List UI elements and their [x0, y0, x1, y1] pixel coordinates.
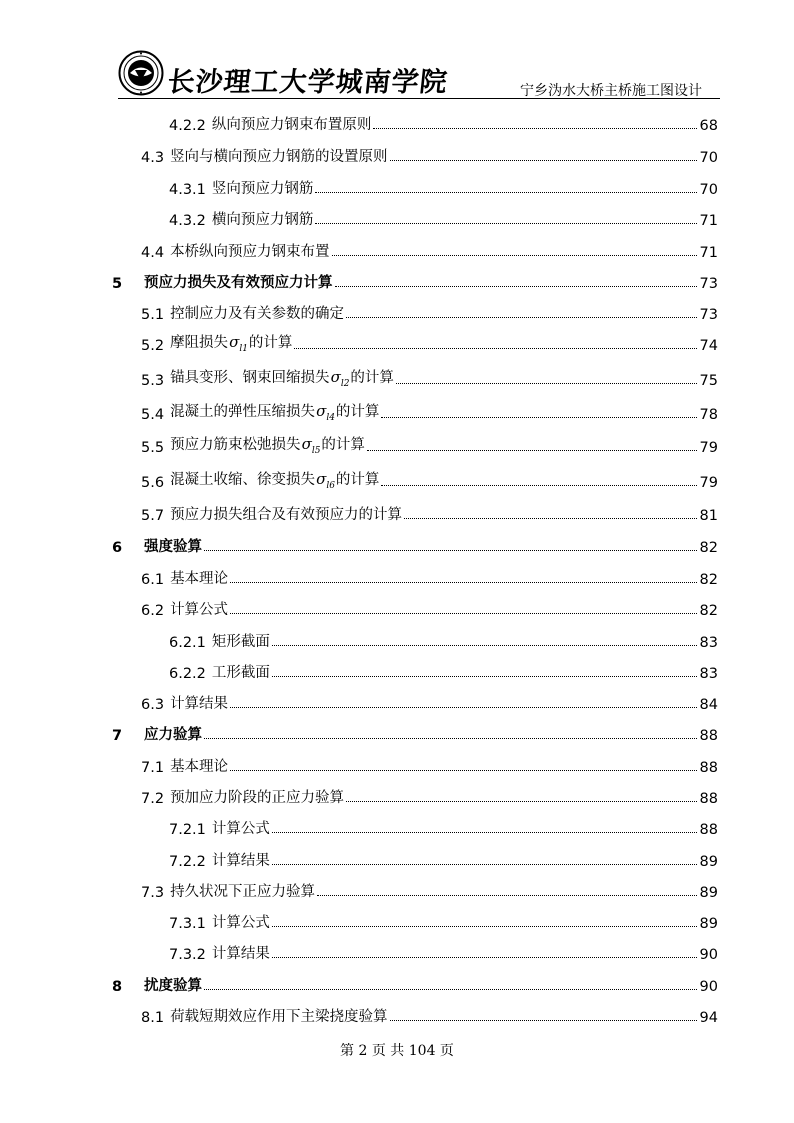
dot-leader — [230, 613, 696, 614]
stress-loss-symbol: $\sigma_{l5}$ — [301, 435, 321, 456]
dot-leader — [315, 223, 696, 224]
toc-entry[interactable] — [112, 937, 718, 963]
toc-entry-title: 纵向预应力钢束布置原则 — [211, 117, 372, 133]
dot-leader — [373, 128, 696, 129]
toc-entry-title: 荷载短期效应作用下主梁挠度验算 — [170, 1009, 388, 1025]
toc-entry-number: 8 — [112, 979, 123, 995]
stress-loss-symbol: $\sigma_{l4}$ — [316, 402, 335, 423]
toc-entry[interactable] — [112, 875, 718, 901]
toc-entry[interactable] — [112, 172, 718, 198]
toc-entry[interactable] — [112, 266, 718, 292]
dot-leader — [204, 738, 697, 739]
toc-entry-title: 竖向与横向预应力钢筋的设置原则 — [170, 149, 388, 165]
toc-entry-page: 94 — [699, 1010, 718, 1026]
toc-entry-title: 横向预应力钢筋 — [211, 212, 314, 228]
dot-leader — [272, 645, 697, 646]
dot-leader — [390, 1020, 697, 1021]
toc-entry-page: 81 — [699, 508, 718, 524]
dot-leader — [367, 450, 697, 451]
toc-entry-number: 7.3 — [141, 885, 165, 901]
toc-entry[interactable] — [112, 297, 718, 323]
toc-entry-number: 5.2 — [141, 338, 165, 354]
dot-leader — [204, 989, 697, 990]
toc-entry-title: 预应力损失组合及有效预应力的计算 — [170, 507, 403, 523]
toc-entry-page: 75 — [699, 373, 718, 389]
toc-entry-title: 摩阻损失$\sigma_{l1}$的计算 — [170, 333, 293, 354]
toc-entry-page: 88 — [699, 728, 718, 744]
toc-entry[interactable] — [112, 363, 718, 389]
stress-loss-symbol: $\sigma_{l2}$ — [330, 368, 350, 389]
toc-entry-title: 预应力筋束松弛损失$\sigma_{l5}$的计算 — [170, 435, 365, 456]
toc-entry-number: 5.7 — [141, 508, 165, 524]
dot-leader — [230, 582, 696, 583]
dot-leader — [272, 832, 697, 833]
toc-entry-title: 基本理论 — [170, 759, 229, 775]
toc-entry-title: 混凝土收缩、徐变损失$\sigma_{l6}$的计算 — [170, 470, 380, 491]
toc-entry-number: 4.3.2 — [169, 213, 206, 229]
dot-leader — [272, 864, 697, 865]
toc-entry-number: 7.1 — [141, 760, 165, 776]
toc-entry-page: 88 — [699, 760, 718, 776]
page-header — [118, 46, 720, 100]
school-emblem-logo — [118, 50, 164, 96]
toc-entry-number: 4.4 — [141, 245, 165, 261]
dot-leader — [272, 926, 697, 927]
dot-leader — [230, 707, 696, 708]
toc-entry-number: 7.3.2 — [169, 947, 206, 963]
toc-entry-page: 90 — [699, 979, 718, 995]
toc-entry-page: 71 — [699, 245, 718, 261]
toc-entry-number: 8.1 — [141, 1010, 165, 1026]
toc-entry-page: 90 — [699, 947, 718, 963]
toc-entry-page: 78 — [699, 407, 718, 423]
toc-entry-title: 计算结果 — [211, 853, 270, 869]
toc-entry[interactable] — [112, 687, 718, 713]
toc-entry-number: 7.2 — [141, 791, 165, 807]
toc-entry-number: 6.2 — [141, 603, 165, 619]
toc-entry[interactable] — [112, 562, 718, 588]
dot-leader — [272, 676, 697, 677]
toc-entry[interactable] — [112, 203, 718, 229]
toc-entry-number: 4.3.1 — [169, 182, 206, 198]
dot-leader — [315, 192, 696, 193]
toc-entry[interactable] — [112, 812, 718, 838]
toc-entry[interactable] — [112, 465, 718, 491]
toc-entry-page: 68 — [699, 118, 718, 134]
dot-leader — [332, 255, 697, 256]
dot-leader — [317, 895, 696, 896]
toc-entry-number: 5 — [112, 276, 123, 292]
stress-loss-symbol: $\sigma_{l6}$ — [316, 470, 335, 491]
dot-leader — [272, 957, 697, 958]
toc-entry[interactable] — [112, 530, 718, 556]
toc-entry[interactable] — [112, 625, 718, 651]
header-divider — [118, 98, 720, 99]
dot-leader — [204, 550, 697, 551]
table-of-contents — [112, 110, 718, 1030]
toc-entry-title: 持久状况下正应力验算 — [170, 884, 316, 900]
toc-entry-number: 6 — [112, 540, 123, 556]
toc-entry-page: 79 — [699, 475, 718, 491]
toc-entry-page: 88 — [699, 822, 718, 838]
toc-entry-title: 矩形截面 — [211, 634, 270, 650]
toc-entry[interactable] — [112, 235, 718, 261]
toc-entry-title: 计算结果 — [211, 946, 270, 962]
toc-entry-title: 计算公式 — [170, 602, 229, 618]
dot-leader — [381, 485, 696, 486]
toc-entry-page: 70 — [699, 182, 718, 198]
toc-entry-title: 混凝土的弹性压缩损失$\sigma_{l4}$的计算 — [170, 402, 380, 423]
toc-entry-page: 84 — [699, 697, 718, 713]
toc-entry-number: 5.5 — [141, 440, 165, 456]
dot-leader — [335, 286, 697, 287]
toc-entry-page: 82 — [699, 572, 718, 588]
toc-entry-title: 预应力损失及有效预应力计算 — [144, 275, 333, 291]
toc-entry-page: 88 — [699, 791, 718, 807]
toc-entry-page: 73 — [699, 276, 718, 292]
toc-entry[interactable] — [112, 844, 718, 870]
toc-entry[interactable] — [112, 718, 718, 744]
toc-entry-number: 5.3 — [141, 373, 165, 389]
toc-entry-page: 82 — [699, 603, 718, 619]
toc-entry-number: 4.3 — [141, 150, 165, 166]
toc-entry-number: 6.3 — [141, 697, 165, 713]
page-footer: 第 2 页 共 104 页 — [340, 1043, 454, 1059]
toc-entry-number: 7.2.1 — [169, 822, 206, 838]
toc-entry-page: 89 — [699, 854, 718, 870]
toc-entry[interactable] — [112, 656, 718, 682]
toc-entry-page: 89 — [699, 885, 718, 901]
toc-entry-number: 6.2.2 — [169, 666, 206, 682]
toc-entry[interactable] — [112, 140, 718, 166]
toc-entry[interactable] — [112, 593, 718, 619]
toc-entry-title: 控制应力及有关参数的确定 — [170, 306, 345, 322]
toc-entry-number: 6.1 — [141, 572, 165, 588]
toc-entry-title: 预加应力阶段的正应力验算 — [170, 790, 345, 806]
toc-entry[interactable] — [112, 108, 718, 134]
toc-entry-number: 4.2.2 — [169, 118, 206, 134]
toc-entry-page: 74 — [699, 338, 718, 354]
toc-entry-page: 82 — [699, 540, 718, 556]
school-name: 长沙理工大学城南学院 — [166, 67, 450, 98]
toc-entry-number: 7.3.1 — [169, 916, 206, 932]
toc-entry[interactable] — [112, 498, 718, 524]
dot-leader — [346, 801, 696, 802]
toc-entry[interactable] — [112, 430, 718, 456]
toc-entry-title: 强度验算 — [144, 539, 202, 555]
toc-entry-title: 计算结果 — [170, 696, 229, 712]
dot-leader — [390, 160, 697, 161]
document-title: 宁乡沩水大桥主桥施工图设计 — [520, 83, 702, 99]
toc-entry-number: 7 — [112, 728, 123, 744]
dot-leader — [294, 348, 696, 349]
toc-entry-title: 基本理论 — [170, 571, 229, 587]
toc-entry-page: 89 — [699, 916, 718, 932]
toc-entry-page: 70 — [699, 150, 718, 166]
dot-leader — [346, 317, 696, 318]
toc-entry-page: 71 — [699, 213, 718, 229]
toc-entry[interactable] — [112, 1000, 718, 1026]
toc-entry[interactable] — [112, 397, 718, 423]
toc-entry-title: 计算公式 — [211, 821, 270, 837]
dot-leader — [396, 383, 697, 384]
toc-entry-title: 锚具变形、钢束回缩损失$\sigma_{l2}$的计算 — [170, 368, 394, 389]
toc-entry-title: 计算公式 — [211, 915, 270, 931]
dot-leader — [404, 518, 696, 519]
toc-entry[interactable] — [112, 781, 718, 807]
toc-entry[interactable] — [112, 906, 718, 932]
toc-entry-number: 5.6 — [141, 475, 165, 491]
toc-entry-number: 6.2.1 — [169, 635, 206, 651]
toc-entry[interactable] — [112, 328, 718, 354]
toc-entry[interactable] — [112, 969, 718, 995]
toc-entry-page: 83 — [699, 666, 718, 682]
stress-loss-symbol: $\sigma_{l1}$ — [229, 333, 248, 354]
toc-entry[interactable] — [112, 750, 718, 776]
toc-entry-number: 7.2.2 — [169, 854, 206, 870]
toc-entry-title: 工形截面 — [211, 665, 270, 681]
toc-entry-title: 竖向预应力钢筋 — [211, 181, 314, 197]
toc-entry-title: 扰度验算 — [144, 978, 202, 994]
toc-entry-number: 5.1 — [141, 307, 165, 323]
toc-entry-title: 本桥纵向预应力钢束布置 — [170, 244, 330, 260]
toc-entry-number: 5.4 — [141, 407, 165, 423]
toc-entry-page: 83 — [699, 635, 718, 651]
dot-leader — [230, 770, 696, 771]
toc-entry-page: 79 — [699, 440, 718, 456]
toc-entry-title: 应力验算 — [144, 727, 202, 743]
dot-leader — [381, 417, 696, 418]
toc-entry-page: 73 — [699, 307, 718, 323]
